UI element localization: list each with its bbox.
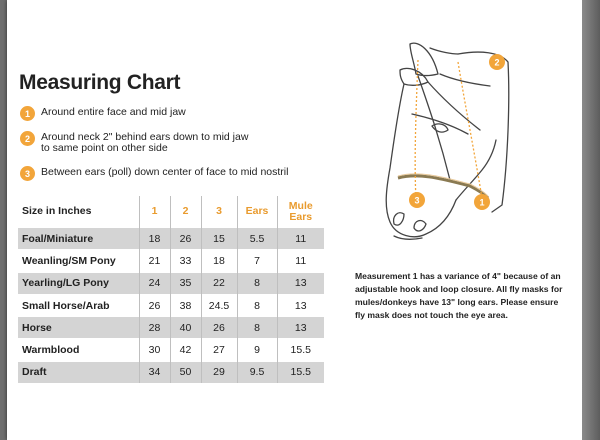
legend-item-2 [20,132,248,154]
header-mule-ears: Mule Ears [277,196,324,228]
row-value-cell: 8 [237,317,277,339]
nostril-outline [394,213,404,225]
row-value-cell: 15.5 [277,339,324,361]
row-size-label: Foal/Miniature [18,228,139,250]
row-value-cell: 13 [277,294,324,316]
row-size-label: Draft [18,361,139,383]
row-value-cell: 29 [201,361,237,383]
legend-item-3 [20,167,288,181]
row-value-cell: 33 [170,250,201,272]
row-value-cell: 18 [139,228,170,250]
table-row [18,339,324,361]
row-value-cell: 50 [170,361,201,383]
row-value-cell: 11 [277,228,324,250]
legend-text: Around entire face and mid jaw [41,106,186,118]
eye-outline [432,124,448,132]
measure-line-3 [415,60,418,200]
row-value-cell: 13 [277,317,324,339]
marker-number: 1 [479,197,485,208]
row-value-cell: 40 [170,317,201,339]
legend-text: Around neck 2" behind ears down to mid jaw to same point on other side [41,131,249,154]
ear-right-outline [400,69,428,86]
row-value-cell: 30 [139,339,170,361]
row-value-cell: 8 [237,294,277,316]
row-value-cell: 26 [201,317,237,339]
row-size-label: Weanling/SM Pony [18,250,139,272]
table-row [18,361,324,383]
mask-seam [440,74,490,86]
measurement-note: Measurement 1 has a variance of 4" because of an adjustable hook and loop closure. All fly masks for mules/donkeys have 13" long ears. Please ensure fly mask does not touch the eye area. [355,271,563,320]
row-size-label: Yearling/LG Pony [18,272,139,294]
row-value-cell: 9.5 [237,361,277,383]
row-value-cell: 34 [139,361,170,383]
row-value-cell: 35 [170,272,201,294]
table-row [18,294,324,316]
jaw-outline [456,140,496,200]
row-value-cell: 22 [201,272,237,294]
row-value-cell: 26 [170,228,201,250]
header-col-2: 2 [170,196,201,228]
page-title: Measuring Chart [19,71,181,94]
row-value-cell: 24 [139,272,170,294]
mask-seam [428,82,480,130]
row-value-cell: 5.5 [237,228,277,250]
table-header-row [18,196,324,228]
legend-item-1 [20,107,186,121]
marker-2 [489,54,505,70]
marker-number: 3 [414,195,420,206]
row-size-label: Warmblood [18,339,139,361]
page-edge [582,0,600,440]
row-value-cell: 42 [170,339,201,361]
row-value-cell: 15.5 [277,361,324,383]
mane-outline [430,48,458,54]
number-badge: 3 [20,166,35,181]
row-value-cell: 11 [277,250,324,272]
row-size-label: Horse [18,317,139,339]
row-value-cell: 9 [237,339,277,361]
marker-number: 2 [494,57,500,68]
size-table [18,196,324,383]
header-col-3: 3 [201,196,237,228]
marker-1 [474,194,490,210]
row-value-cell: 28 [139,317,170,339]
row-value-cell: 13 [277,272,324,294]
horse-head-diagram [370,40,535,255]
row-value-cell: 21 [139,250,170,272]
row-value-cell: 18 [201,250,237,272]
row-value-cell: 7 [237,250,277,272]
row-value-cell: 27 [201,339,237,361]
table-row [18,250,324,272]
number-badge: 1 [20,106,35,121]
number-badge: 2 [20,131,35,146]
row-size-label: Small Horse/Arab [18,294,139,316]
marker-3 [409,192,425,208]
row-value-cell: 26 [139,294,170,316]
ear-left-outline [410,43,438,75]
row-value-cell: 8 [237,272,277,294]
header-size: Size in Inches [22,205,92,217]
legend-text: Between ears (poll) down center of face to mid nostril [41,166,289,178]
row-value-cell: 24.5 [201,294,237,316]
header-ears: Ears [237,196,277,228]
table-row [18,317,324,339]
table-row [18,228,324,250]
row-value-cell: 15 [201,228,237,250]
nostril-outline [414,221,426,231]
row-value-cell: 38 [170,294,201,316]
header-col-1: 1 [139,196,170,228]
table-row [18,272,324,294]
